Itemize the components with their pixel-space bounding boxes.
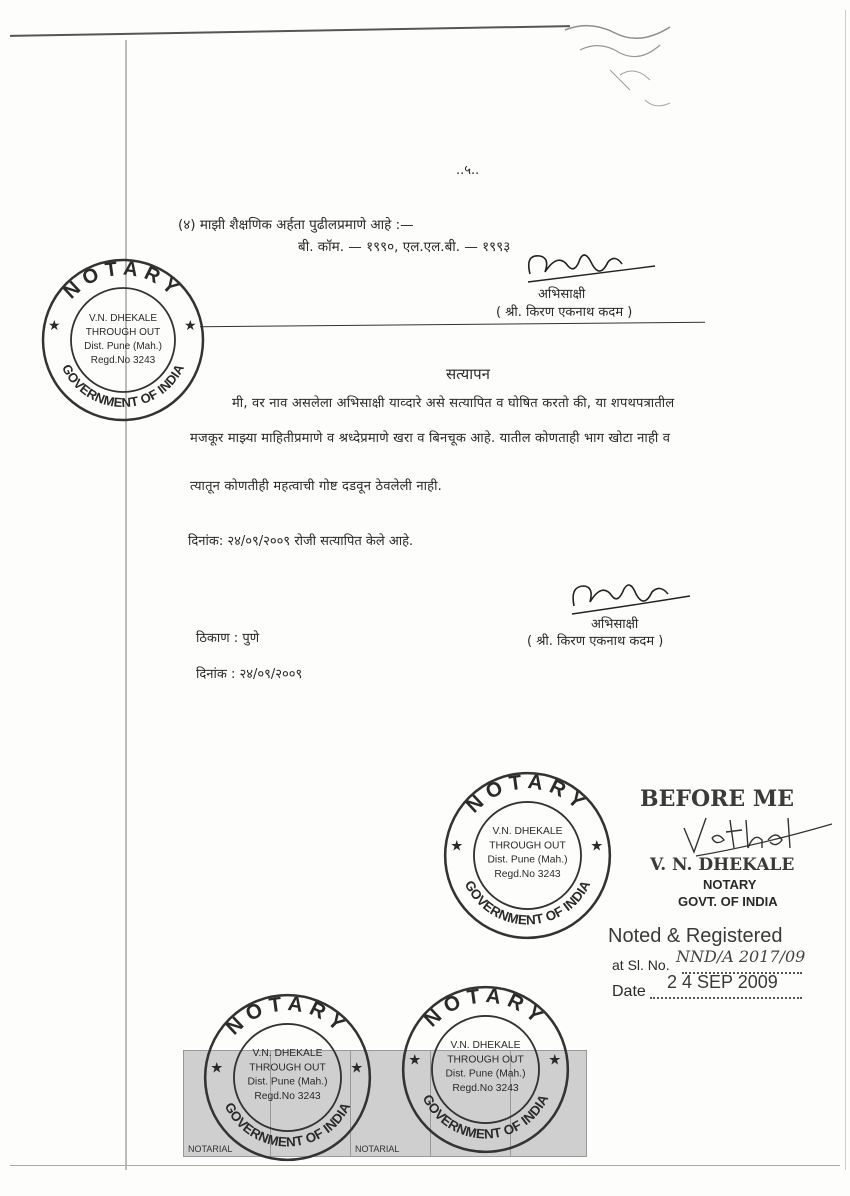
svg-text:NOTARY [222,992,354,1040]
seal-line-2: THROUGH OUT [447,1054,524,1066]
seal-line-2: THROUGH OUT [489,840,566,852]
corner-ink-marks [560,15,690,125]
seal-top-text: NOTARY [59,257,187,304]
seal-bottom-text: GOVERNMENT OF INDIA [58,361,187,411]
notary-seal-center [440,768,615,943]
item-4-heading: (४) माझी शैक्षणिक अर्हता पुढीलप्रमाणे आहे :— [178,217,414,233]
seal-line-3: Dist. Pune (Mah.) [445,1068,526,1080]
svg-text:GOVERNMENT OF INDIA [222,1100,354,1150]
page-edge-top [10,25,570,37]
seal-line-4: Regd.No 3243 [90,355,156,366]
deponent-label-2: अभिसाक्षी [591,617,639,632]
verified-date-line: दिनांक: २४/०९/२००९ रोजी सत्यापित केले आहे. [188,534,414,549]
notary-govt: GOVT. OF INDIA [678,894,778,909]
noted-registered-label: Noted & Registered [608,925,783,947]
notary-seal-bottom-left [200,990,375,1165]
svg-text:★: ★ [210,1060,224,1077]
deponent-signature-2 [568,574,698,619]
seal-line-1: V.N. DHEKALE [252,1047,323,1059]
page-edge-bottom [10,1165,840,1166]
page-edge-right [845,10,846,1170]
svg-text:★: ★ [184,317,197,333]
svg-text:NOTARY [59,257,186,303]
svg-text:NOTARY [420,984,552,1032]
seal-line-1: V.N. DHEKALE [492,825,563,837]
seal-bottom-text: GOVERNMENT OF INDIA [221,1100,354,1150]
svg-text:GOVERNMENT OF INDIA [462,878,594,928]
notary-title: NOTARY [703,877,757,892]
seal-line-3: Dist. Pune (Mah.) [247,1076,328,1088]
svg-text:GOVERNMENT OF INDIA [59,361,187,410]
date-dotted-line [650,997,802,999]
stamp-paper-label: NOTARIAL [355,1144,400,1154]
date-label: Date [612,983,646,1000]
verification-paragraph-line-2: मजकूर माझ्या माहितीप्रमाणे व श्रध्देप्रमाणे खरा व बिनचूक आहे. यातील कोणताही भाग खोटा नाही व [190,431,671,446]
sl-no-value: NND/A 2017/09 [676,947,806,966]
seal-bottom-text: GOVERNMENT OF INDIA [419,1092,552,1142]
seal-line-4: Regd.No 3243 [254,1091,321,1103]
deponent-label-1: अभिसाक्षी [538,287,586,302]
notary-signature [676,810,836,860]
deponent-name-2: ( श्री. किरण एकनाथ कदम ) [527,634,664,649]
seal-top-text: NOTARY [461,769,594,818]
notary-name: V. N. DHEKALE [650,855,795,875]
svg-text:NOTARY [462,770,594,818]
verification-paragraph-line-3: त्यातून कोणतीही महत्वाची गोष्ट दडवून ठेवलेली नाही. [190,479,442,494]
notary-seal-top-left [38,255,208,425]
seal-line-3: Dist. Pune (Mah.) [487,854,568,866]
page-edge-left [125,40,127,1170]
before-me-heading: BEFORE ME [640,786,794,812]
date-line: दिनांक : २४/०९/२००९ [196,667,303,682]
date-value: 2 4 SEP 2009 [667,972,778,992]
notary-seal-bottom-right [398,982,573,1157]
deponent-name-1: ( श्री. किरण एकनाथ कदम ) [496,305,633,320]
svg-text:★: ★ [450,838,464,855]
qualifications-line: बी. कॉम. — १९९०, एल.एल.बी. — १९९३ [298,239,511,255]
page-number-marker: ..५.. [456,163,480,178]
svg-text:★: ★ [48,317,61,333]
svg-text:★: ★ [590,838,604,855]
verification-paragraph-line-1: मी, वर नाव असलेला अभिसाक्षी याव्दारे असे सत्यापित व घोषित करतो की, या शपथपत्रातील [232,396,675,411]
svg-text:GOVERNMENT OF INDIA [420,1092,552,1142]
seal-line-1: V.N. DHEKALE [450,1039,521,1051]
seal-line-4: Regd.No 3243 [452,1083,519,1095]
seal-line-2: THROUGH OUT [249,1062,326,1074]
svg-text:★: ★ [408,1052,422,1069]
seal-line-1: V.N. DHEKALE [89,313,157,324]
stamp-paper-label: NOTARIAL [188,1144,233,1154]
deponent-signature-1 [520,244,670,289]
svg-text:★: ★ [350,1060,364,1077]
seal-line-4: Regd.No 3243 [494,869,561,881]
seal-top-text: NOTARY [419,983,552,1032]
place-line: ठिकाण : पुणे [196,631,260,646]
seal-line-2: THROUGH OUT [85,327,161,338]
svg-text:★: ★ [548,1052,562,1069]
seal-line-3: Dist. Pune (Mah.) [84,341,162,352]
section-divider [200,322,705,327]
verification-heading: सत्यापन [446,365,490,383]
sl-no-label: at Sl. No. [612,957,670,973]
seal-top-text: NOTARY [221,991,354,1040]
seal-bottom-text: GOVERNMENT OF INDIA [461,878,594,928]
